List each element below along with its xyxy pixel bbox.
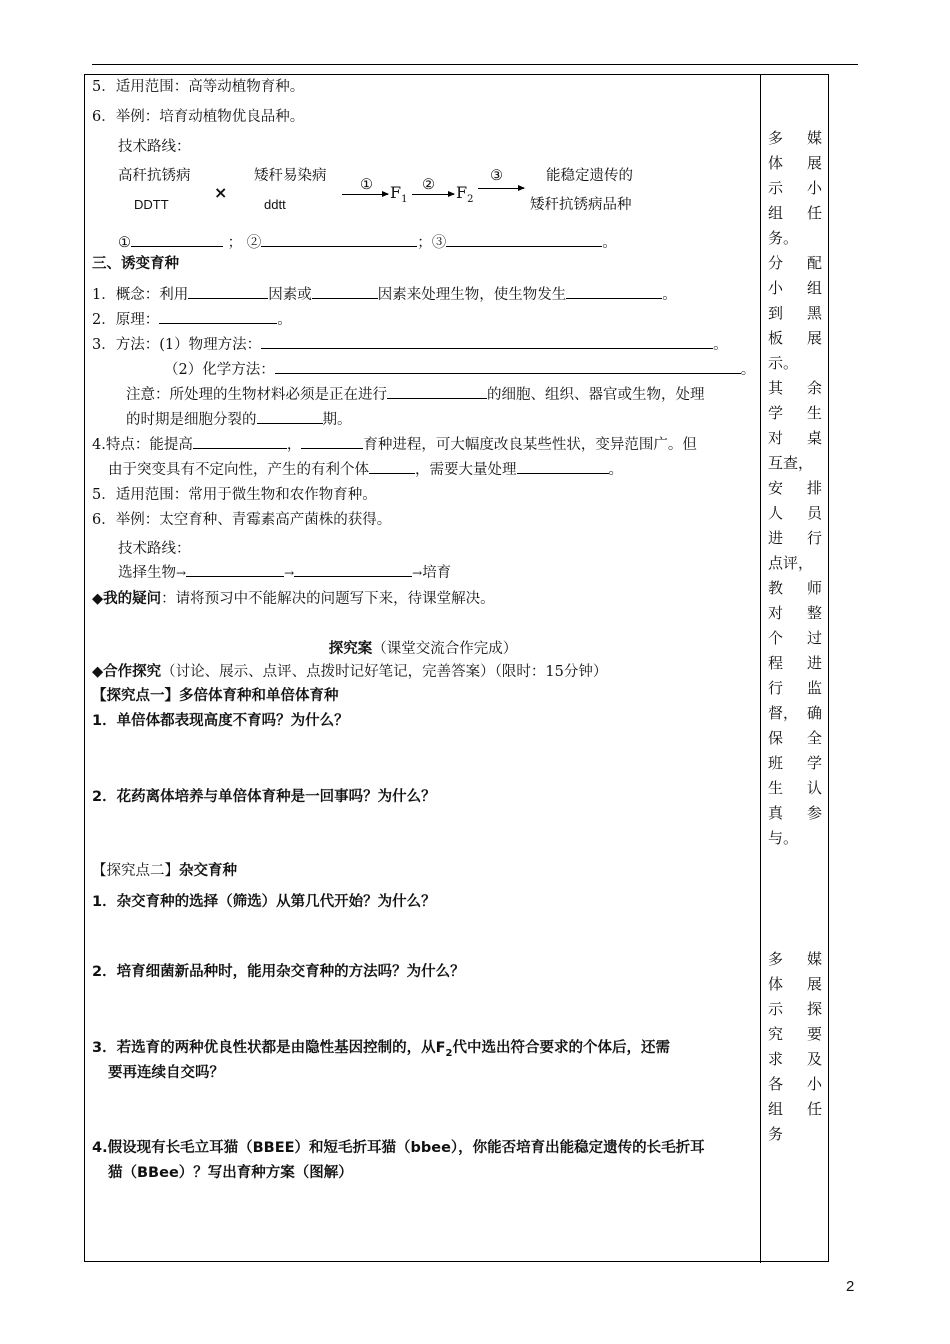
sidebar-row <box>768 601 822 626</box>
sidebar-char: 生 <box>806 404 822 422</box>
sidebar-char: 点评， <box>768 554 814 572</box>
parent1-name: 高秆抗锈病 <box>118 168 191 184</box>
sidebar-row <box>768 401 822 426</box>
sidebar-row <box>768 426 822 451</box>
step1-label: ① <box>360 177 373 193</box>
sidebar-char: 师 <box>806 579 822 597</box>
sidebar-char: 展 <box>806 154 822 172</box>
cross-symbol: × <box>214 183 228 202</box>
sidebar-row <box>768 826 822 851</box>
mutation-note: 注意：所处理的生物材料必须是正在进行 的细胞、组织、器官或生物，处理 <box>126 384 705 406</box>
sidebar-char: 务。 <box>768 229 799 247</box>
sidebar-char: 多 <box>768 950 784 968</box>
route-arrow-icon: → <box>176 566 187 580</box>
answer3-blank[interactable] <box>446 232 602 247</box>
sidebar-char: 求 <box>768 1050 784 1068</box>
sidebar-char: 保 <box>768 729 784 747</box>
concept-blank-2[interactable] <box>312 284 378 299</box>
result-line1: 能稳定遗传的 <box>546 168 633 184</box>
sidebar-char: 安 <box>768 479 784 497</box>
sidebar-char: 行 <box>806 529 822 547</box>
sidebar-row <box>768 126 822 151</box>
sidebar-char: 认 <box>806 779 822 797</box>
mutation-route-label: 技术路线： <box>118 541 191 557</box>
parent2-genotype: ddtt <box>264 197 286 212</box>
sidebar-char: 示。 <box>768 354 799 372</box>
sidebar-row <box>768 151 822 176</box>
sidebar-char: 互查， <box>768 454 814 472</box>
sidebar-row <box>768 351 822 376</box>
sidebar-char: 对 <box>768 429 784 447</box>
sidebar-char: 排 <box>806 479 822 497</box>
step2-label: ② <box>422 177 435 193</box>
answer1-blank[interactable] <box>131 232 223 247</box>
page-number: 2 <box>846 1278 855 1295</box>
hybrid-route-label: 技术路线： <box>118 139 191 155</box>
sidebar-char: 对 <box>768 604 784 622</box>
sidebar-char: 确 <box>806 704 822 722</box>
sidebar-char: 任 <box>806 204 822 222</box>
sidebar-row <box>768 997 822 1022</box>
sidebar-char: 生 <box>768 779 784 797</box>
sidebar-notes-2 <box>768 947 822 1147</box>
mutation-route: 选择生物→ → →培育 <box>118 562 451 584</box>
mutation-method-chemical: （2）化学方法： 。 <box>164 359 755 381</box>
sidebar-row <box>768 1072 822 1097</box>
sidebar-char: 务 <box>768 1125 784 1143</box>
sidebar-char: 真 <box>768 804 784 822</box>
sidebar-char: 示 <box>768 179 784 197</box>
mutation-concept: 1．概念：利用 因素或 因素来处理生物，使生物发生 。 <box>92 284 677 306</box>
mutation-principle: 2．原理： 。 <box>92 309 292 331</box>
sidebar-row <box>768 1122 822 1147</box>
sidebar-char: 过 <box>806 629 822 647</box>
sidebar-char: 人 <box>768 504 784 522</box>
sidebar-char: 及 <box>806 1050 822 1068</box>
parent1-genotype: DDTT <box>134 197 169 212</box>
sidebar-row <box>768 576 822 601</box>
route-arrow-icon: → <box>412 566 423 580</box>
sidebar-char: 各 <box>768 1075 784 1093</box>
sidebar-char: 展 <box>806 329 822 347</box>
sidebar-char: 展 <box>806 975 822 993</box>
sidebar-char: 进 <box>768 529 784 547</box>
sidebar-row <box>768 1022 822 1047</box>
concept-blank-3[interactable] <box>566 284 662 299</box>
p2-question-2: 2．培育细菌新品种时，能用杂交育种的方法吗？为什么？ <box>92 964 465 980</box>
sidebar-char: 多 <box>768 129 784 147</box>
mutation-note-2: 的时期是细胞分裂的 期。 <box>126 409 352 431</box>
sidebar-row <box>768 301 822 326</box>
header-rule <box>92 64 858 65</box>
step2-arrow <box>412 194 454 195</box>
sidebar-char: 体 <box>768 154 784 172</box>
physical-method-blank[interactable] <box>261 334 713 349</box>
sidebar-char: 班 <box>768 754 784 772</box>
sidebar-char: 个 <box>768 629 784 647</box>
sidebar-char: 任 <box>806 1100 822 1118</box>
hybrid-example: 6．举例：培育动植物优良品种。 <box>92 109 305 125</box>
step3-label: ③ <box>490 168 503 184</box>
sidebar-char: 督， <box>768 704 799 722</box>
answer2-blank[interactable] <box>261 232 417 247</box>
sidebar-char: 板 <box>768 329 784 347</box>
result-line2: 矮秆抗锈病品种 <box>530 197 632 213</box>
step3-arrow <box>478 188 524 189</box>
sidebar-char: 监 <box>806 679 822 697</box>
mutation-scope: 5．适用范围：常用于微生物和农作物育种。 <box>92 487 377 503</box>
sidebar-row <box>768 201 822 226</box>
f1-label: $F_1$ <box>390 183 408 206</box>
sidebar-char: 桌 <box>806 429 822 447</box>
sidebar-row <box>768 1097 822 1122</box>
p1-question-1: 1．单倍体都表现高度不育吗？为什么？ <box>92 713 349 729</box>
route-blank-2[interactable] <box>294 562 412 577</box>
sidebar-row <box>768 947 822 972</box>
sidebar-char: 全 <box>806 729 822 747</box>
feature-blank-3[interactable] <box>369 459 415 474</box>
feature-blank-2[interactable] <box>301 434 363 449</box>
sidebar-char: 余 <box>806 379 822 397</box>
sidebar-notes-1 <box>768 126 822 851</box>
mutation-example: 6．举例：太空育种、青霉素高产菌株的获得。 <box>92 512 392 528</box>
sidebar-row <box>768 251 822 276</box>
cooperation-line: ◆合作探究（讨论、展示、点评、点拨时记好笔记，完善答案）（限时：15分钟） <box>92 664 608 680</box>
step1-arrow <box>342 194 388 195</box>
p2-question-4-cont: 猫（BBee）？写出育种方案（图解） <box>108 1165 353 1181</box>
sidebar-row <box>768 1047 822 1072</box>
sidebar-row <box>768 776 822 801</box>
sidebar-row <box>768 326 822 351</box>
mutation-feature-2: 由于突变具有不定向性，产生的有利个体 ，需要大量处理 。 <box>108 459 623 481</box>
sidebar-char: 组 <box>768 204 784 222</box>
sidebar-row <box>768 676 822 701</box>
sidebar-row <box>768 376 822 401</box>
sidebar-row <box>768 972 822 997</box>
sidebar-char: 要 <box>806 1025 822 1043</box>
sidebar-char: 员 <box>806 504 822 522</box>
sidebar-char: 进 <box>806 654 822 672</box>
sidebar-char: 分 <box>768 254 784 272</box>
concept-blank-1[interactable] <box>188 284 268 299</box>
sidebar-char: 教 <box>768 579 784 597</box>
inquiry-point-2: 【探究点二】杂交育种 <box>92 863 237 879</box>
route-arrow-icon: → <box>284 566 295 580</box>
principle-blank[interactable] <box>159 309 277 324</box>
sidebar-char: 体 <box>768 975 784 993</box>
sidebar-char: 探 <box>806 1000 822 1018</box>
sidebar-row <box>768 526 822 551</box>
sidebar-row <box>768 226 822 251</box>
sidebar-char: 到 <box>768 304 784 322</box>
sidebar-char: 黑 <box>806 304 822 322</box>
column-divider <box>760 74 761 1263</box>
sidebar-char: 小 <box>768 279 784 297</box>
p2-question-1: 1．杂交育种的选择（筛选）从第几代开始？为什么？ <box>92 894 436 910</box>
sidebar-char: 媒 <box>806 129 822 147</box>
sidebar-row <box>768 626 822 651</box>
sidebar-char: 究 <box>768 1025 784 1043</box>
sidebar-row <box>768 476 822 501</box>
sidebar-char: 学 <box>806 754 822 772</box>
p2-question-4: 4.假设现有长毛立耳猫（BBEE）和短毛折耳猫（bbee），你能否培育出能稳定遗传的长毛折耳 <box>92 1140 705 1156</box>
note-blank-2[interactable] <box>257 409 323 424</box>
sidebar-row <box>768 801 822 826</box>
parent2-name: 矮秆易染病 <box>254 168 327 184</box>
sidebar-char: 小 <box>806 179 822 197</box>
sidebar-row <box>768 651 822 676</box>
sidebar-char: 与。 <box>768 829 799 847</box>
sidebar-char: 配 <box>806 254 822 272</box>
sidebar-row <box>768 551 822 576</box>
mutation-method-physical: 3．方法：(1）物理方法： 。 <box>92 334 728 356</box>
mutation-feature: 4.特点：能提高 ， 育种进程，可大幅度改良某些性状，变异范围广。但 <box>92 434 697 456</box>
sidebar-char: 其 <box>768 379 784 397</box>
sidebar-char: 行 <box>768 679 784 697</box>
hybrid-scope: 5．适用范围：高等动植物育种。 <box>92 79 305 95</box>
p2-question-3-cont: 要再连续自交吗？ <box>108 1065 224 1081</box>
sidebar-char: 参 <box>806 804 822 822</box>
sidebar-char: 媒 <box>806 950 822 968</box>
chemical-method-blank[interactable] <box>275 359 741 374</box>
route-blank-1[interactable] <box>186 562 284 577</box>
sidebar-row <box>768 176 822 201</box>
sidebar-char: 示 <box>768 1000 784 1018</box>
f2-label: $F_2$ <box>456 183 474 206</box>
p2-question-3: 3．若选育的两种优良性状都是由隐性基因控制的，从$F_2$代中选出符合要求的个体后，还需 <box>92 1040 670 1059</box>
sidebar-char: 组 <box>806 279 822 297</box>
sidebar-char: 组 <box>768 1100 784 1118</box>
note-blank-1[interactable] <box>387 384 487 399</box>
sidebar-row <box>768 701 822 726</box>
inquiry-point-1: 【探究点一】多倍体育种和单倍体育种 <box>92 688 339 704</box>
sidebar-char: 整 <box>806 604 822 622</box>
mutation-heading: 三、诱变育种 <box>92 256 179 272</box>
sidebar-char: 程 <box>768 654 784 672</box>
sidebar-row <box>768 501 822 526</box>
sidebar-row <box>768 726 822 751</box>
feature-blank-4[interactable] <box>517 459 609 474</box>
sidebar-char: 学 <box>768 404 784 422</box>
sidebar-char: 小 <box>806 1075 822 1093</box>
p1-question-2: 2．花药离体培养与单倍体育种是一回事吗？为什么？ <box>92 789 436 805</box>
sidebar-row <box>768 751 822 776</box>
inquiry-title: 探究案（课堂交流合作完成） <box>328 641 518 657</box>
my-doubts: ◆我的疑问：请将预习中不能解决的问题写下来，待课堂解决。 <box>92 591 495 607</box>
feature-blank-1[interactable] <box>193 434 287 449</box>
sidebar-row <box>768 451 822 476</box>
sidebar-row <box>768 276 822 301</box>
hybrid-answer-line: ① ； ② ；③ 。 <box>118 232 617 254</box>
